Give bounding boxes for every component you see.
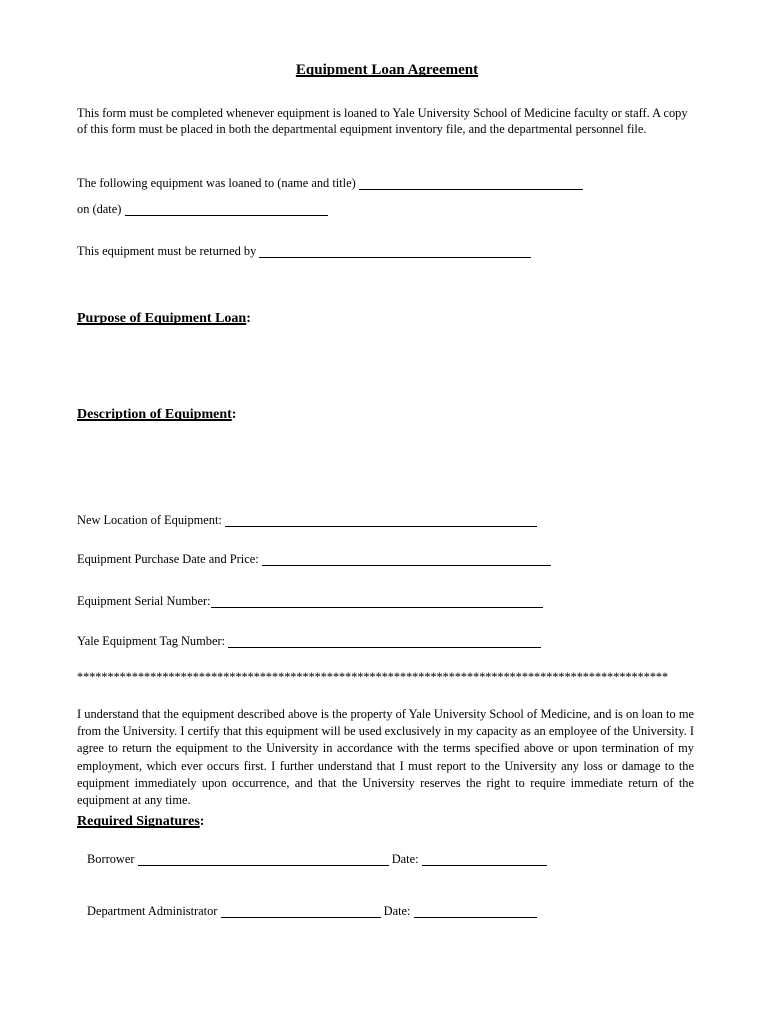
intro-paragraph: This form must be completed whenever equipment is loaned to Yale University School of Medicine faculty or staff. A copy of this form must be placed in both the departmental equipment inventory file, and the departmental personnel file. [77,106,688,136]
description-heading-text: Description of Equipment [77,407,232,422]
field-row-purchase [77,551,697,567]
department-admin-signature-row [77,903,707,919]
serial-number-label: Equipment Serial Number: [77,594,211,608]
department-admin-date-blank [414,906,537,918]
tag-number-blank [228,636,541,648]
serial-number-blank [211,596,543,608]
tag-number-label: Yale Equipment Tag Number: [77,634,226,648]
borrower-signature-blank [138,854,389,866]
page-title [77,61,697,80]
loaned-to-line [77,175,697,191]
page-title-text: Equipment Loan Agreement [295,62,479,78]
borrower-signature-row [77,851,707,867]
borrower-date-label: Date: [391,852,419,866]
required-signatures-heading [77,813,697,830]
return-by-blank [259,246,531,258]
purchase-date-price-blank [262,554,551,566]
department-admin-date-label: Date: [383,904,411,918]
loaned-to-label: The following equipment was loaned to (name and title) [77,176,356,190]
borrower-date-blank [422,854,547,866]
department-admin-signature-blank [221,906,381,918]
new-location-blank [225,515,537,527]
loan-date-blank [125,204,328,216]
field-row-serial [77,593,697,609]
description-heading [77,406,697,423]
required-signatures-text: Required Signatures [77,814,200,829]
purpose-heading [77,310,697,327]
return-by-label: This equipment must be returned by [77,244,257,258]
agreement-paragraph: I understand that the equipment described above is the property of Yale University School of Medicine, and is on loan to me from the University. I certify that this equipment will be used exclusively in my capacity as an employee of the University. I agree to return the equipment to the University in accordance with the terms specified above or upon termination of my employment, which ever occurs first. I further understand that I must report to the University any loss or damage to the equipment immediately upon occurrence, and that the University reserves the right to require immediate return of the equipment at any time. [77,707,694,808]
purpose-heading-text: Purpose of Equipment Loan [77,311,247,326]
borrower-label: Borrower [87,852,135,866]
loaned-to-blank [359,178,583,190]
asterisk-separator: ************************************************************************************************* [77,670,669,684]
purpose-heading-colon: : [246,311,251,326]
required-signatures-colon: : [199,814,205,829]
new-location-label: New Location of Equipment: [77,513,222,527]
loan-date-line [77,201,697,217]
description-heading-colon: : [231,407,237,422]
return-by-line [77,243,697,259]
loan-date-label: on (date) [77,202,122,216]
purchase-date-price-label: Equipment Purchase Date and Price: [77,552,259,566]
field-row-new-location [77,512,697,528]
department-admin-label: Department Administrator [87,904,218,918]
field-row-tag [77,633,697,649]
